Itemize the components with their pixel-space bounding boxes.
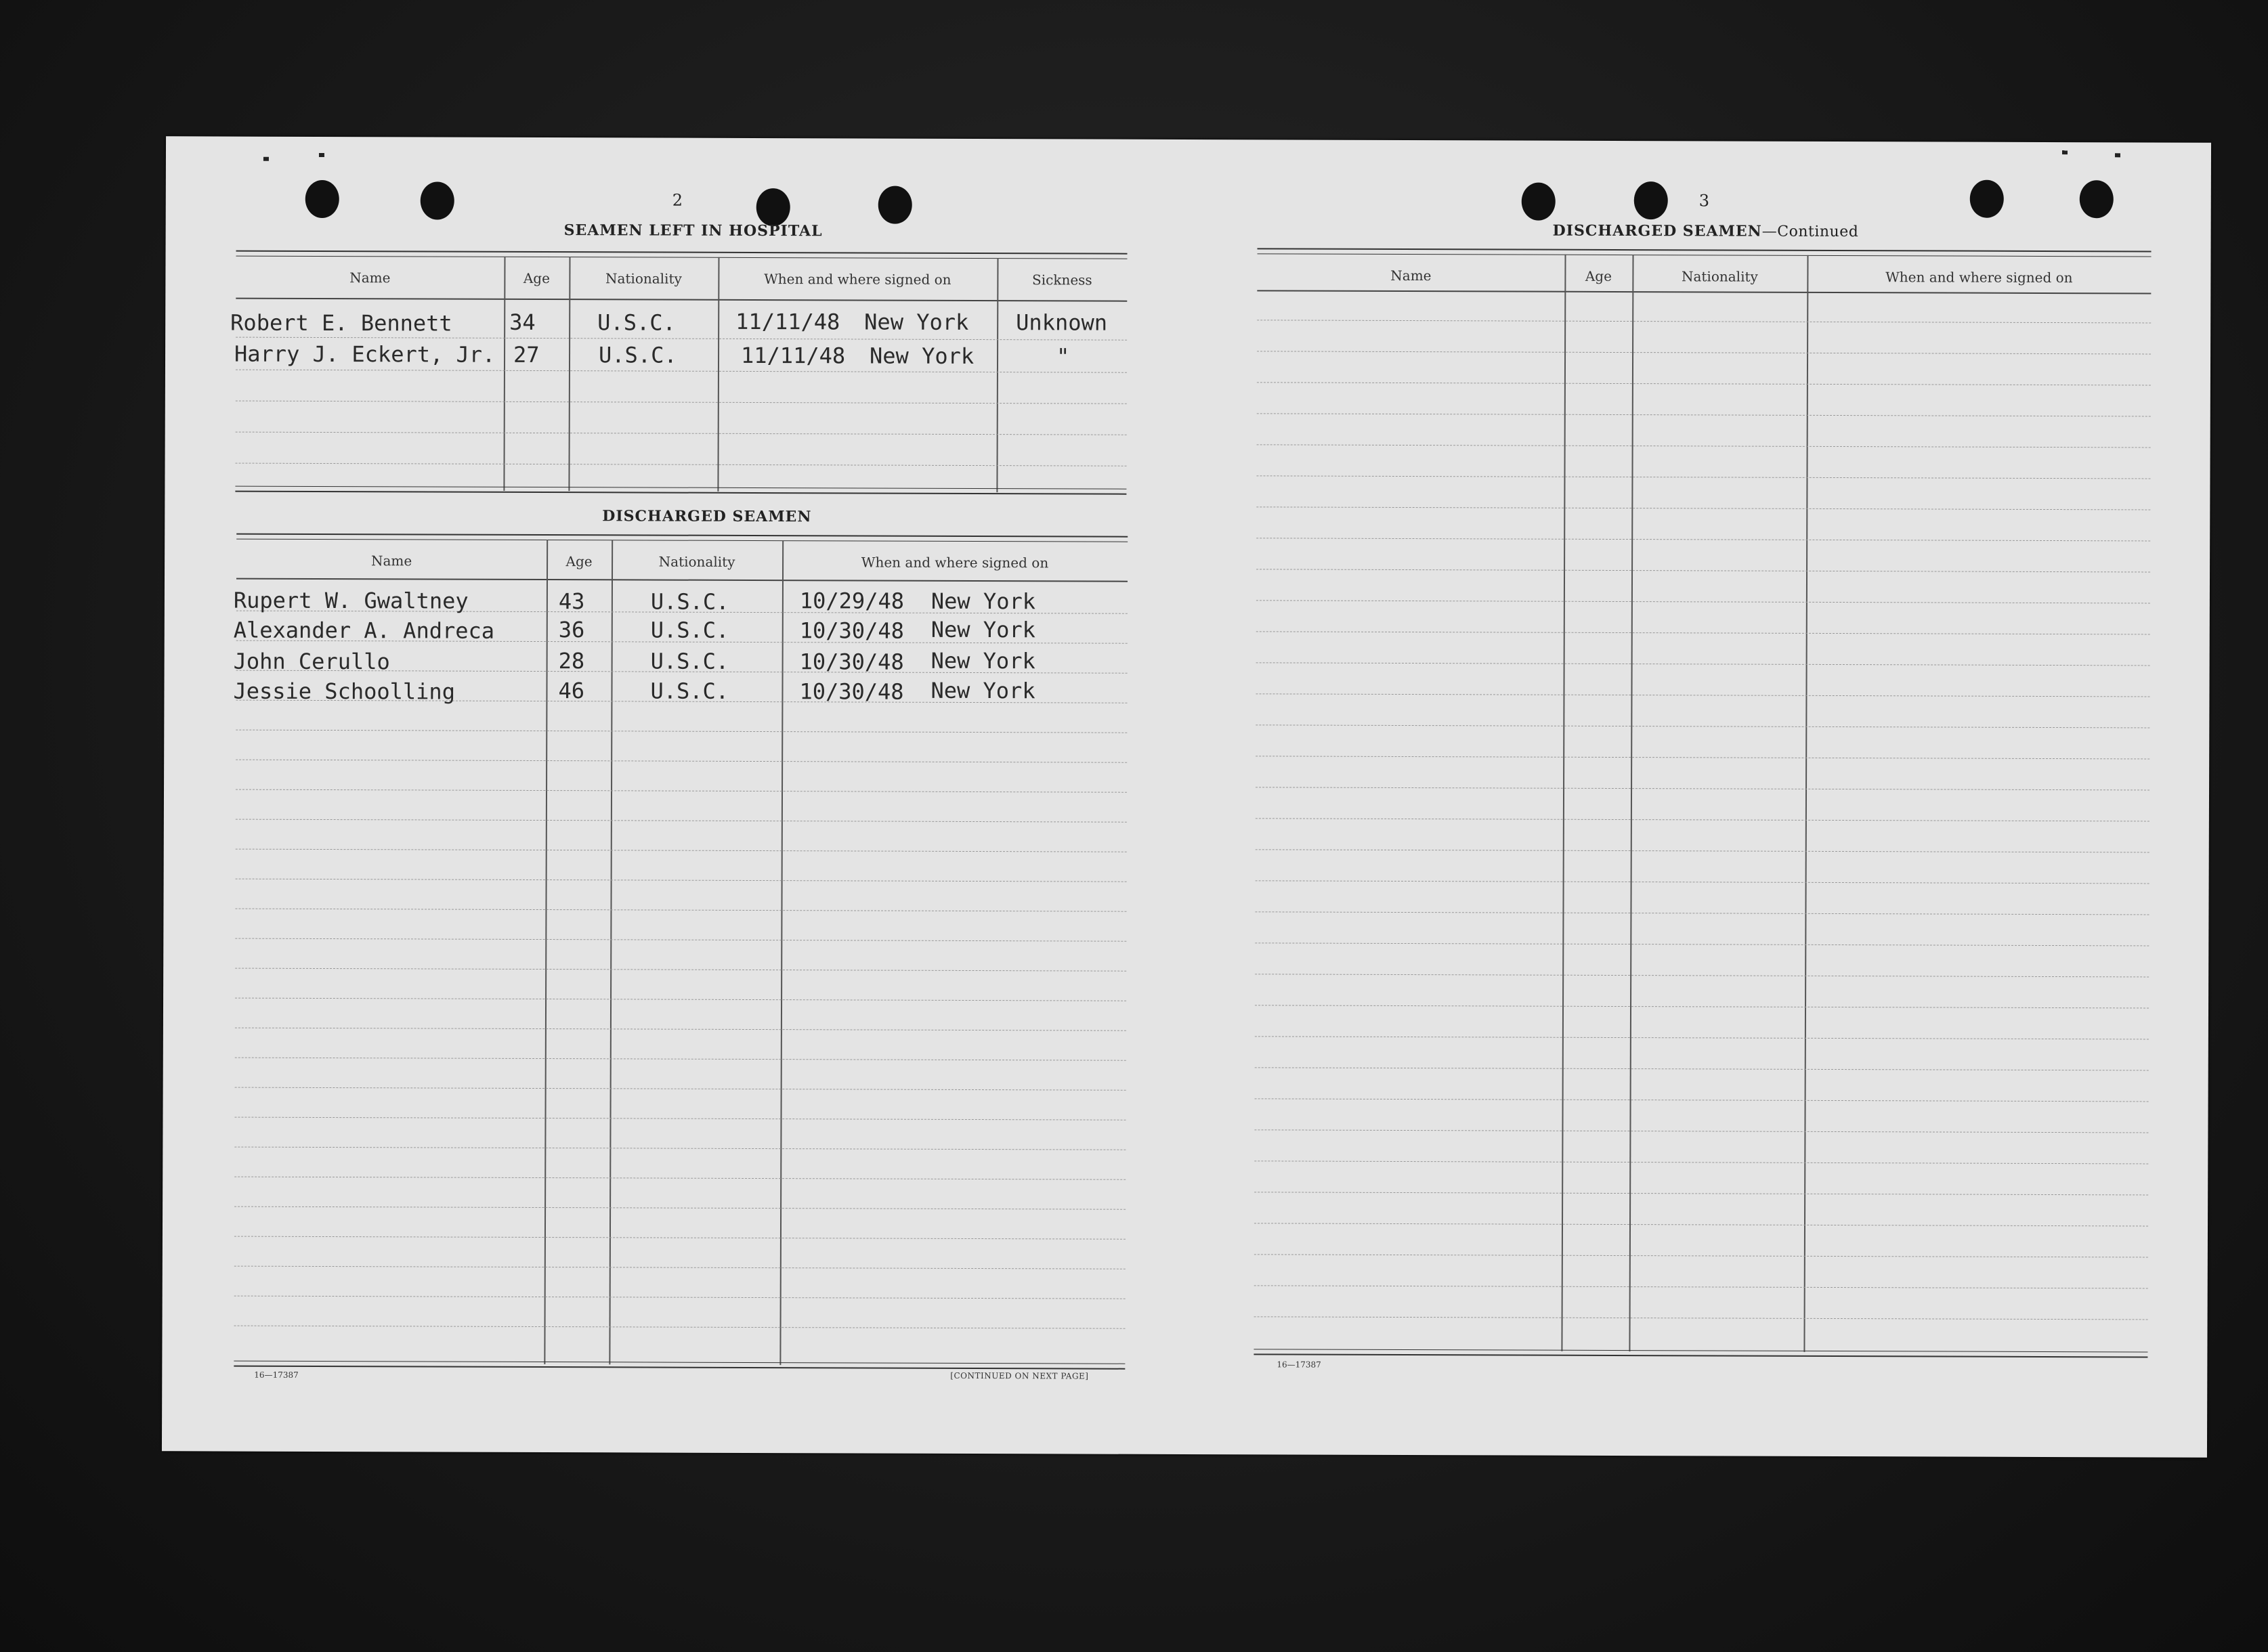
table-cell-date: 11/11/48 xyxy=(740,342,846,369)
table-cell-sickness: Unknown xyxy=(1016,309,1108,336)
column-divider xyxy=(996,258,998,492)
table-cell-place: New York xyxy=(869,343,975,370)
row-rule xyxy=(1254,1285,2148,1288)
page-number-left: 2 xyxy=(672,190,683,210)
row-rule xyxy=(1256,849,2149,852)
scan-speck xyxy=(319,153,324,157)
column-divider xyxy=(779,540,784,1365)
row-rule xyxy=(1254,1129,2148,1133)
discharged-section-title: DISCHARGED SEAMEN xyxy=(602,507,812,526)
col-head-sickness: Sickness xyxy=(1032,271,1092,288)
row-rule xyxy=(1256,506,2150,510)
row-rule xyxy=(1256,569,2150,572)
table-cell-name: Jessie Schoolling xyxy=(233,678,456,705)
table-cell-place: New York xyxy=(930,647,1035,674)
col-head-nationality: Nationality xyxy=(1681,268,1758,285)
column-divider xyxy=(609,540,613,1364)
row-rule xyxy=(1257,444,2151,448)
row-rule xyxy=(1254,1160,2148,1164)
row-rule xyxy=(234,1296,1126,1299)
punch-hole xyxy=(421,181,454,219)
col-head-age: Age xyxy=(523,269,550,287)
row-rule xyxy=(1256,538,2150,541)
row-rule xyxy=(1256,818,2149,821)
table-top-rule xyxy=(236,251,1128,259)
row-rule xyxy=(235,909,1126,912)
row-rule xyxy=(236,730,1127,733)
table-cell-age: 46 xyxy=(558,678,585,704)
header-rule xyxy=(236,298,1127,302)
punch-hole xyxy=(756,188,790,226)
row-rule xyxy=(1256,693,2149,697)
row-rule xyxy=(1254,1254,2148,1257)
row-rule xyxy=(234,1147,1126,1150)
table-cell-date: 10/30/48 xyxy=(799,678,904,705)
row-rule xyxy=(1255,1036,2149,1039)
table-cell-name: Alexander A. Andreca xyxy=(233,617,495,644)
col-head-name: Name xyxy=(1390,267,1432,284)
row-rule xyxy=(235,968,1126,972)
row-rule xyxy=(1255,911,2149,915)
scan-speck xyxy=(263,157,269,161)
table-cell-place: New York xyxy=(930,588,1036,615)
row-rule xyxy=(234,1236,1126,1240)
row-rule xyxy=(1255,1005,2149,1008)
table-cell-age: 27 xyxy=(513,341,540,368)
row-rule xyxy=(1256,662,2150,666)
row-rule xyxy=(235,1087,1126,1091)
table-cell-age: 34 xyxy=(509,309,536,335)
col-head-age: Age xyxy=(1585,267,1612,284)
row-rule xyxy=(1256,475,2150,479)
discharged-continued-table xyxy=(1254,248,2151,1358)
row-rule xyxy=(234,1326,1126,1329)
col-head-signed-on: When and where signed on xyxy=(764,271,951,288)
header-rule xyxy=(236,578,1128,582)
punch-hole xyxy=(1970,180,2004,218)
row-rule xyxy=(236,337,1127,341)
row-rule xyxy=(1255,1098,2149,1102)
row-rule xyxy=(236,760,1127,763)
table-cell-date: 10/30/48 xyxy=(799,649,904,675)
row-rule xyxy=(1254,1192,2148,1195)
page-number-right: 3 xyxy=(1698,191,1710,211)
table-cell-age: 28 xyxy=(558,648,585,674)
title-main: DISCHARGED SEAMEN xyxy=(1552,221,1762,240)
table-cell-nationality: U.S.C. xyxy=(598,342,677,368)
row-rule xyxy=(1257,413,2151,416)
col-head-name: Name xyxy=(349,269,391,286)
scan-speck xyxy=(2062,150,2068,154)
table-bottom-rule xyxy=(1254,1349,2147,1357)
row-rule xyxy=(1257,382,2151,385)
discharged-continued-title xyxy=(1553,222,1859,240)
table-cell-date: 10/29/48 xyxy=(799,588,905,614)
table-cell-nationality: U.S.C. xyxy=(650,648,729,674)
row-rule xyxy=(1255,942,2149,946)
table-cell-name: Robert E. Bennett xyxy=(230,309,452,336)
row-rule xyxy=(1256,724,2149,728)
row-rule xyxy=(1255,974,2149,977)
row-rule xyxy=(1255,1067,2149,1070)
row-rule xyxy=(1254,1316,2148,1320)
row-rule xyxy=(1256,787,2149,790)
table-top-rule xyxy=(1258,248,2152,257)
col-head-signed-on: When and where signed on xyxy=(1885,269,2073,286)
row-rule xyxy=(236,819,1127,823)
column-divider xyxy=(1561,255,1566,1351)
table-cell-nationality: U.S.C. xyxy=(650,678,729,704)
continued-note: [CONTINUED ON NEXT PAGE] xyxy=(950,1370,1089,1381)
title-suffix: —Continued xyxy=(1761,223,1859,241)
table-cell-name: Rupert W. Gwaltney xyxy=(233,587,469,614)
row-rule xyxy=(236,789,1127,793)
row-rule xyxy=(1257,351,2151,354)
row-rule xyxy=(1256,600,2150,603)
column-divider xyxy=(1629,255,1633,1351)
form-code-left: 16—17387 xyxy=(254,1370,299,1380)
table-top-rule xyxy=(236,534,1128,542)
punch-hole xyxy=(2080,180,2114,218)
row-rule xyxy=(1257,320,2151,323)
punch-hole xyxy=(1522,183,1556,221)
row-rule xyxy=(235,998,1126,1001)
col-head-name: Name xyxy=(370,552,412,569)
table-bottom-rule xyxy=(234,1361,1125,1370)
row-rule xyxy=(1256,880,2149,884)
table-cell-place: New York xyxy=(930,677,1035,704)
col-head-nationality: Nationality xyxy=(605,270,682,287)
hospital-table xyxy=(230,251,1127,497)
row-rule xyxy=(235,1028,1126,1031)
discharged-table xyxy=(234,534,1128,1370)
table-cell-place: New York xyxy=(930,616,1035,643)
table-cell-name: Harry J. Eckert, Jr. xyxy=(234,341,496,368)
row-rule xyxy=(234,1207,1126,1210)
ledger-sheet xyxy=(162,136,2211,1457)
row-rule xyxy=(1254,1223,2148,1226)
row-rule xyxy=(236,401,1127,404)
col-head-nationality: Nationality xyxy=(658,553,735,570)
row-rule xyxy=(236,432,1127,435)
row-rule xyxy=(234,1177,1126,1180)
row-rule xyxy=(235,1117,1126,1121)
punch-hole xyxy=(305,180,339,218)
column-divider xyxy=(717,257,719,492)
row-rule xyxy=(1256,631,2150,634)
table-cell-name: John Cerullo xyxy=(233,648,390,675)
scan-speck xyxy=(2115,153,2120,157)
column-divider xyxy=(544,540,548,1364)
column-divider xyxy=(1803,255,1808,1352)
table-cell-nationality: U.S.C. xyxy=(597,309,676,336)
row-rule xyxy=(1256,756,2149,759)
form-code-right: 16—17387 xyxy=(1277,1360,1321,1370)
row-rule xyxy=(236,463,1127,466)
row-rule xyxy=(236,849,1127,852)
col-head-age: Age xyxy=(565,553,593,570)
table-cell-place: New York xyxy=(864,309,969,335)
table-cell-nationality: U.S.C. xyxy=(650,588,729,615)
row-rule xyxy=(236,370,1127,373)
table-cell-age: 43 xyxy=(558,588,585,615)
column-divider xyxy=(568,257,570,491)
table-cell-date: 11/11/48 xyxy=(735,308,840,335)
hospital-section-title: SEAMEN LEFT IN HOSPITAL xyxy=(563,221,823,240)
row-rule xyxy=(235,1058,1126,1061)
row-rule xyxy=(234,1266,1126,1269)
col-head-signed-on: When and where signed on xyxy=(861,554,1049,571)
punch-hole xyxy=(878,186,912,224)
table-cell-sickness: " xyxy=(1056,343,1070,370)
table-cell-date: 10/30/48 xyxy=(799,617,904,644)
punch-hole xyxy=(1634,181,1668,219)
table-cell-age: 36 xyxy=(558,617,585,643)
table-cell-nationality: U.S.C. xyxy=(650,617,729,643)
row-rule xyxy=(236,879,1127,882)
header-rule xyxy=(1257,290,2151,294)
column-divider xyxy=(503,257,505,491)
table-bottom-rule xyxy=(235,486,1126,495)
row-rule xyxy=(235,938,1126,942)
